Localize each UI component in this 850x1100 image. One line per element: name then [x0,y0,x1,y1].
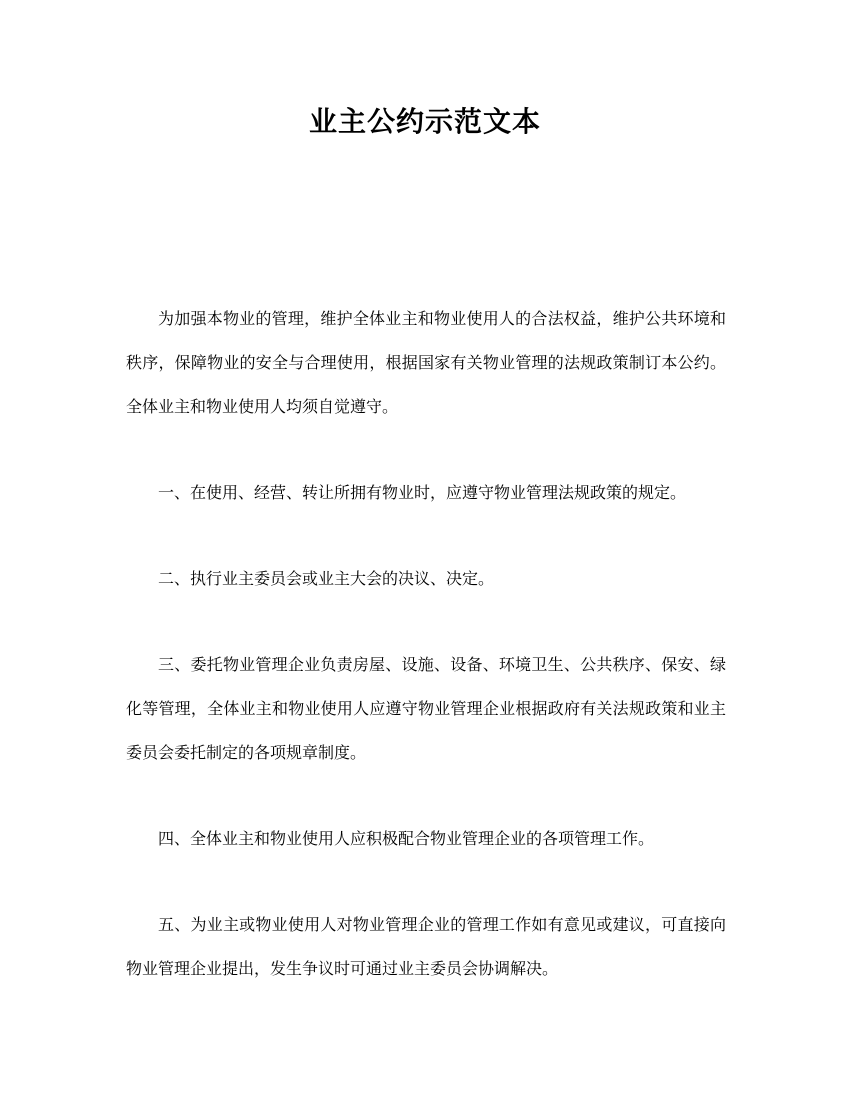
clause-2-paragraph: 二、执行业主委员会或业主大会的决议、决定。 [158,569,495,588]
document-body [126,297,726,991]
clause-5-paragraph: 五、为业主或物业使用人对物业管理企业的管理工作如有意见或建议，可直接向物业管理企业提出，发生争议时可通过业主委员会协调解决。 [126,915,726,978]
clause-4-paragraph: 四、全体业主和物业使用人应积极配合物业管理企业的各项管理工作。 [158,829,655,848]
document-title: 业主公约示范文本 [308,105,541,138]
clause-1-paragraph: 一、在使用、经营、转让所拥有物业时，应遵守物业管理法规政策的规定。 [158,483,687,502]
clause-3-paragraph: 三、委托物业管理企业负责房屋、设施、设备、环境卫生、公共秩序、保安、绿化等管理，全体业主和物业使用人应遵守物业管理企业根据政府有关法规政策和业主委员会委托制定的各项规章制度。 [126,655,726,762]
preamble-paragraph: 为加强本物业的管理，维护全体业主和物业使用人的合法权益，维护公共环境和秩序，保障物业的安全与合理使用，根据国家有关物业管理的法规政策制订本公约。全体业主和物业使用人均须自觉遵守。 [126,309,726,416]
